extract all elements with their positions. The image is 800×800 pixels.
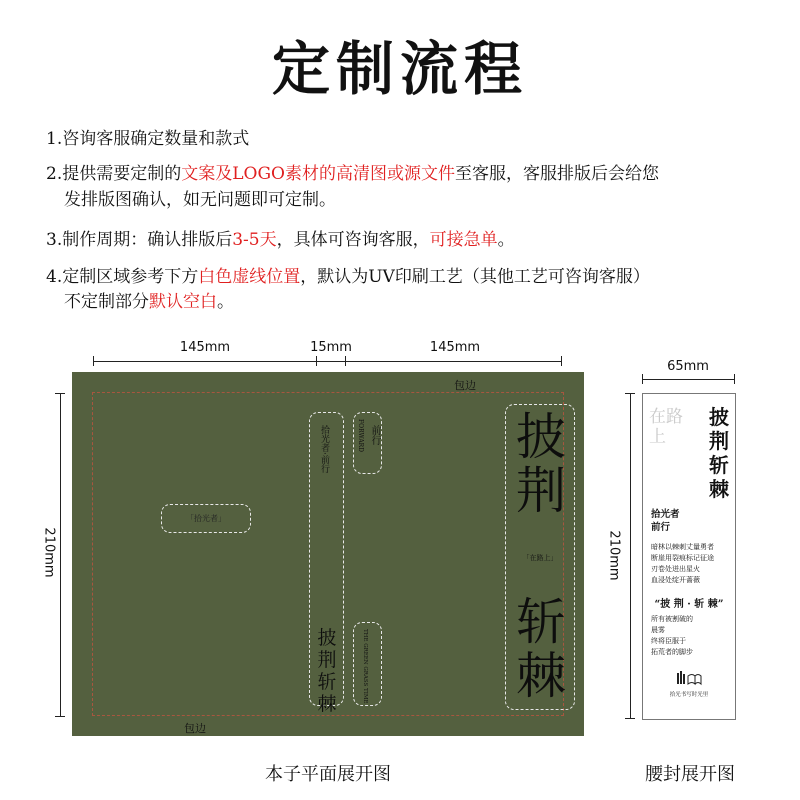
belly-logo-text: 拾光书写时光里 [669, 692, 709, 698]
poem-line: 血浸处绽开蔷薇 [651, 576, 700, 584]
front-title-area [505, 404, 575, 710]
dim-left-cover: 145mm [179, 340, 231, 355]
step-2-text-a: 2.提供需要定制的 [46, 164, 182, 184]
spine-top-area [353, 412, 382, 474]
belly-poem2 [651, 614, 693, 658]
wrap-edge-top-label: 包边 [454, 379, 476, 392]
step-3-text-a: 3.制作周期：确认排版后 [46, 230, 233, 250]
inner-column-title: 披荆斩棘 [317, 627, 337, 715]
poem-line: 晨雾 [651, 626, 665, 634]
spine-bottom-area [353, 622, 382, 706]
step-2-line2: 发排版图确认，如无问题即可定制。 [64, 190, 336, 210]
belly-quote: “披 荆 · 斩 棘” [654, 599, 724, 610]
page-title: 定制流程 [271, 35, 528, 103]
dim-tick [93, 356, 94, 366]
front-title-line1: 披荆 [516, 408, 566, 520]
dim-spine: 15mm [310, 340, 352, 355]
step-4-text-c: ，默认为UV印刷工艺（其他工艺可咨询客服） [300, 267, 650, 287]
step-4-line2-c: 。 [217, 292, 234, 312]
poem-line: 暗林以棘刺丈量勇者 [651, 543, 714, 551]
step-4-text-a: 4.定制区域参考下方 [46, 267, 199, 287]
step-3-text-e: 。 [497, 230, 515, 250]
step-4-line2 [64, 289, 234, 315]
step-4-line2-a: 不定制部分 [64, 292, 149, 312]
dim-belly-height: 210mm [606, 530, 622, 581]
step-2-text-c: 至客服，客服排版后会给您 [454, 164, 659, 184]
belly-band-layout [642, 393, 736, 720]
step-4-line2-highlight: 默认空白 [149, 292, 217, 312]
belly-faint-text: 在路上 [649, 407, 683, 447]
step-3 [46, 227, 515, 253]
cover-caption: 本子平面展开图 [265, 764, 391, 785]
step-1 [46, 126, 249, 152]
step-3-days: 3-5天 [232, 230, 277, 250]
poem-line: 刃卷处迸出星火 [651, 565, 700, 573]
poem-line: 所有被割破的 [651, 615, 693, 623]
belly-width-line [642, 379, 734, 380]
inner-column-small-text: 拾光者·前行 [319, 425, 329, 473]
step-3-rush: 可接急单 [429, 230, 498, 250]
dim-tick [642, 374, 643, 384]
belly-height-line [630, 393, 631, 718]
spine-top-cn: 前行 [369, 425, 380, 445]
step-4-highlight: 白色虚线位置 [198, 267, 301, 287]
belly-caption: 腰封展开图 [645, 764, 735, 785]
dim-right-cover: 145mm [429, 340, 481, 355]
book-logo-icon [676, 670, 702, 686]
width-dimension-line [93, 361, 561, 362]
back-label-area [161, 504, 251, 533]
spine-top-en: FORWARD [357, 419, 364, 452]
dim-belly-width: 65mm [667, 359, 709, 374]
back-label-text: 「拾光者」 [186, 514, 226, 523]
belly-title: 披荆斩棘 [709, 405, 729, 501]
step-2 [46, 161, 659, 187]
dim-cover-height: 210mm [41, 527, 57, 578]
dim-tick [625, 718, 635, 719]
front-title-line2: 斩棘 [516, 593, 566, 705]
step-3-text-c: ，具体可咨询客服， [276, 230, 430, 250]
notebook-cover-layout [72, 372, 584, 736]
spine-bottom-en: THE GREEN GRASS TIME [362, 629, 368, 704]
poem-line: 拓荒者的脚步 [651, 648, 693, 656]
dim-tick [625, 393, 635, 394]
belly-sub2: 前行 [651, 522, 671, 533]
dim-tick [55, 393, 65, 394]
dim-tick [316, 356, 317, 366]
step-2-highlight: 文案及LOGO素材的高清图或源文件 [181, 164, 455, 184]
dim-tick [55, 716, 65, 717]
belly-sub1: 拾光者 [651, 509, 680, 520]
poem-line: 断崖用裂痕标记征途 [651, 554, 714, 562]
dim-tick [734, 374, 735, 384]
dim-tick [561, 356, 562, 366]
front-small-label: 「在路上」 [522, 554, 558, 562]
height-dimension-line [60, 393, 61, 716]
wrap-edge-bottom-label: 包边 [184, 722, 206, 735]
dim-tick [345, 356, 346, 366]
step-4 [46, 264, 650, 290]
belly-poem [651, 542, 714, 586]
poem-line: 终将臣服于 [651, 637, 686, 645]
inner-column-area [309, 412, 344, 715]
step-1-text: 1.咨询客服确定数量和款式 [46, 129, 250, 149]
